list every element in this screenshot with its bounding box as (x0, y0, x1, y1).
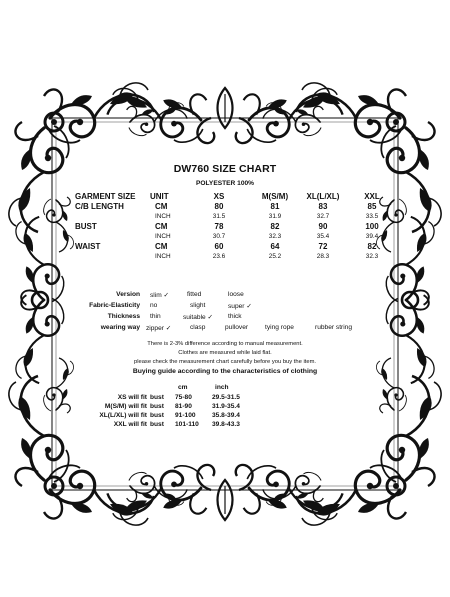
guide-part: bust (150, 421, 164, 428)
guide-row-label: XS will fit (117, 394, 147, 401)
attr-option: thick (228, 313, 242, 320)
attr-option: thin (150, 313, 161, 320)
chart-title: DW760 SIZE CHART (173, 163, 277, 175)
row-label: WAIST (75, 242, 101, 251)
cell-inch: 28.3 (316, 253, 330, 260)
unit-inch: INCH (155, 213, 171, 220)
guide-cm: 91-100 (175, 412, 196, 419)
cell-inch: 32.3 (268, 233, 282, 240)
cell-cm: 100 (365, 222, 379, 231)
header-unit: UNIT (150, 192, 169, 201)
attr-label-elasticity: Fabric-Elasticity (89, 302, 140, 309)
header-size-m: M(S/M) (261, 192, 289, 201)
cell-cm: 82 (270, 222, 280, 231)
attr-option: fitted (187, 291, 202, 298)
guide-cm: 75-80 (175, 394, 192, 401)
attr-option: zipper ✓ (146, 325, 172, 332)
buying-guide (0, 384, 450, 444)
cell-cm: 60 (214, 242, 224, 251)
attr-option: pullover (225, 324, 249, 331)
unit-cm: CM (155, 222, 168, 231)
attr-label-thickness: Thickness (107, 313, 140, 320)
guide-inch: 29.5-31.5 (212, 394, 240, 401)
guide-inch: 31.9-35.4 (212, 403, 240, 410)
cell-inch: 31.9 (268, 213, 282, 220)
cell-cm: 85 (367, 202, 377, 211)
cell-cm: 90 (318, 222, 328, 231)
guide-row-label: XXL will fit (113, 421, 147, 428)
guide-inch: 39.8-43.3 (212, 421, 240, 428)
guide-row-label: M(S/M) will fit (104, 403, 147, 410)
attr-option: super ✓ (228, 303, 252, 310)
attr-option: suitable ✓ (183, 314, 214, 321)
attr-option: slim ✓ (150, 292, 170, 299)
unit-cm: CM (155, 242, 168, 251)
cell-inch: 33.5 (365, 213, 379, 220)
note-line: There is 2-3% difference according to manual measurement. (147, 341, 303, 347)
guide-part: bust (150, 403, 164, 410)
cell-inch: 25.2 (268, 253, 282, 260)
cell-inch: 39.4 (365, 233, 379, 240)
cell-inch: 23.6 (212, 253, 226, 260)
cell-inch: 35.4 (316, 233, 330, 240)
guide-row-label: XL(L/XL) will fit (99, 412, 147, 419)
guide-part: bust (150, 412, 164, 419)
size-table (0, 188, 450, 263)
chart-subtitle: POLYESTER 100% (195, 180, 255, 187)
attributes-panel (0, 288, 450, 334)
cell-cm: 83 (318, 202, 328, 211)
attr-option: clasp (190, 324, 206, 331)
note-line: please check the measurement chart carefully before you buy the item. (133, 359, 317, 365)
cell-inch: 32.3 (365, 253, 379, 260)
attr-label-version: Version (116, 291, 140, 298)
guide-inch: 35.8-39.4 (212, 412, 240, 419)
cell-cm: 80 (214, 202, 224, 211)
row-label: C/B LENGTH (75, 202, 124, 211)
unit-inch: INCH (155, 233, 171, 240)
cell-inch: 32.7 (316, 213, 330, 220)
buying-guide-title: Buying guide according to the characteristics of clothing (132, 368, 318, 375)
cell-cm: 81 (270, 202, 280, 211)
header-garment-size: GARMENT SIZE (75, 192, 136, 201)
attr-option: tying rope (265, 324, 294, 331)
cell-cm: 72 (318, 242, 328, 251)
cell-inch: 31.5 (212, 213, 226, 220)
attr-option: no (150, 302, 158, 309)
header-size-xxl: XXL (364, 192, 380, 201)
unit-inch: INCH (155, 253, 171, 260)
row-label: BUST (75, 222, 97, 231)
cell-cm: 78 (214, 222, 224, 231)
attr-option: slight (190, 302, 206, 309)
cell-cm: 82 (367, 242, 377, 251)
attr-label-wearing-way: wearing way (100, 324, 140, 331)
attr-option: rubber string (315, 324, 353, 331)
unit-cm: CM (155, 202, 168, 211)
header-size-xs: XS (213, 192, 225, 201)
guide-cm: 101-110 (175, 421, 199, 428)
header-size-xl: XL(L/XL) (306, 192, 340, 201)
guide-part: bust (150, 394, 164, 401)
guide-col-inch: inch (215, 384, 229, 391)
note-line: Clothes are measured while laid flat. (178, 350, 272, 356)
guide-cm: 81-90 (175, 403, 192, 410)
cell-cm: 64 (270, 242, 280, 251)
attr-option: loose (228, 291, 244, 298)
cell-inch: 30.7 (212, 233, 226, 240)
guide-col-cm: cm (178, 384, 188, 391)
